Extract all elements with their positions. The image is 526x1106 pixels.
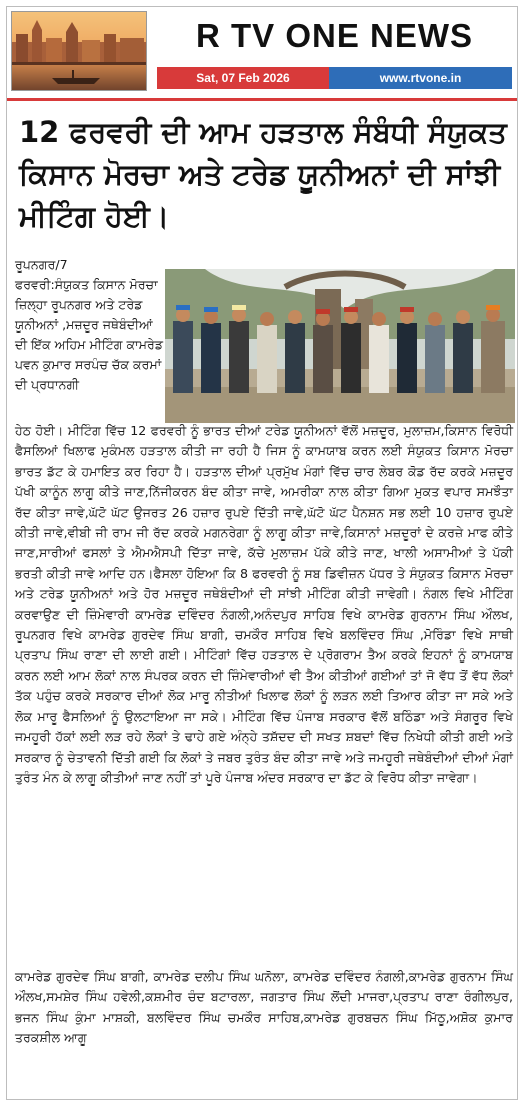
news-clipping [6,6,518,1100]
article-lead-text: ਫਰਵਰੀ:ਸੰਯੁਕਤ ਕਿਸਾਨ ਮੋਰਚਾ ਜ਼ਿਲ੍ਹਾ ਰੂਪਨਗਰ ਅਤੇ ਟਰੇਡ ਯੂਨੀਅਨਾਂ ,ਮਜ਼ਦੂਰ ਜਥੇਬੰਦੀਆਂ ਦੀ ਇੱਕ ਅਹਿਮ ਮੀਟਿੰਗ ਕਾਮਰੇਡ ਪਵਨ ਕੁਮਾਰ ਸਰਪੰਚ ਚੱਕ ਕਰਮਾਂ ਦੀ ਪ੍ਰਧਾਨਗੀ [15,277,164,392]
attendee-list: ਕਾਮਰੇਡ ਗੁਰਦੇਵ ਸਿੰਘ ਬਾਗੀ, ਕਾਮਰੇਡ ਦਲੀਪ ਸਿੰਘ ਘਨੋਲਾ, ਕਾਮਰੇਡ ਦਵਿੰਦਰ ਨੰਗਲੀ,ਕਾਮਰੇਡ ਗੁਰਨਾਮ ਸਿੰਘ ਔਲਖ,ਸਮਸ਼ੇਰ ਸਿੰਘ ਹਵੇਲੀ,ਕਸ਼ਮੀਰ ਚੰਦ ਬਟਾਰਲਾ, ਜਗਤਾਰ ਸਿੰਘ ਲੋਂਦੀ ਮਾਜਰਾ,ਪ੍ਰਤਾਪ ਰਾਣਾ ਰੰਗੀਲਪੁਰ, ਭਜਨ ਸਿੰਘ ਕੁੰਮਾ ਮਾਸ਼ਕੀ, ਬਲਵਿੰਦਰ ਸਿੰਘ ਚਮਕੌਰ ਸਾਹਿਬ,ਕਾਮਰੇਡ ਗੁਰਬਚਨ ਸਿੰਘ ਮਿੱਠੂ,ਅਸ਼ੋਕ ਕੁਮਾਰ ਤਰਕਸ਼ੀਲ ਆਗੂ [15,969,513,1046]
masthead [7,7,517,93]
masthead-divider [7,98,517,101]
site-brand-title: R TV ONE NEWS [195,17,474,54]
meeting-group-photo [165,269,515,423]
site-url[interactable]: www.rtvone.in [329,67,512,89]
article-headline: 12 ਫਰਵਰੀ ਦੀ ਆਮ ਹੜਤਾਲ ਸੰਬੰਧੀ ਸੰਯੁਕਤ ਕਿਸਾਨ ਮੋਰਚਾ ਅਤੇ ਟਰੇਡ ਯੂਨੀਅਨਾਂ ਦੀ ਸਾਂਝੀ ਮੀਟਿੰਗ ਹੋਈ। [19,115,507,233]
article-dateline: ਰੂਪਨਗਰ/7 [15,257,68,272]
logo-illustration [12,12,147,91]
group-photo-illustration [165,269,515,423]
article-lead-column [15,255,167,395]
article-body: ਹੇਠ ਹੋਈ। ਮੀਟਿੰਗ ਵਿੱਚ 12 ਫਰਵਰੀ ਨੂੰ ਭਾਰਤ ਦੀਆਂ ਟਰੇਡ ਯੂਨੀਅਨਾਂ ਵੱਲੋਂ ਮਜ਼ਦੂਰ, ਮੁਲਾਜ਼ਮ,ਕਿਸਾਨ ਵਿਰੋਧੀ ਫੈਸਲਿਆਂ ਖਿਲਾਫ ਮੁਕੰਮਲ ਹੜਤਾਲ ਕੀਤੀ ਜਾ ਰਹੀ ਹੈ ਜਿਸ ਨੂੰ ਕਾਮਯਾਬ ਕਰਨ ਲਈ ਸੰਯੁਕਤ ਕਿਸਾਨ ਮੋਰਚਾ ਭਾਰਤ ਡੱਟ ਕੇ ਹਮਾਇਤ ਕਰ ਰਿਹਾ ਹੈ। ਹੜਤਾਲ ਦੀਆਂ ਪ੍ਰਮੁੱਖ ਮੰਗਾਂ ਵਿੱਚ ਚਾਰ ਲੇਬਰ ਕੋਡ ਰੱਦ ਕਰਕੇ ਮਜ਼ਦੂਰ ਪੱਖੀ ਕਾਨੂੰਨ ਲਾਗੂ ਕੀਤੇ ਜਾਣ,ਨਿੱਜੀਕਰਨ ਬੰਦ ਕੀਤਾ ਜਾਵੇ, ਅਮਰੀਕਾ ਨਾਲ ਕੀਤਾ ਗਿਆ ਮੁਕਤ ਵਪਾਰ ਸਮਝੌਤਾ ਰੱਦ ਕੀਤਾ ਜਾਵੇ,ਘੱਟੋ ਘੱਟ ਉਜਰਤ 26 ਹਜ਼ਾਰ ਰੁਪਏ ਦਿੱਤੀ ਜਾਵੇ,ਘੱਟੋ ਘੱਟ ਪੈਨਸ਼ਨ ਸਭ ਲਈ 10 ਹਜ਼ਾਰ ਰੁਪਏ ਕੀਤੀ ਜਾਵੇ,ਵੀਬੀ ਜੀ ਰਾਮ ਜੀ ਰੱਦ ਕਰਕੇ ਮਗਨਰੇਗਾ ਨੂੰ ਲਾਗੂ ਕੀਤਾ ਜਾਵੇ,ਕਿਸਾਨਾਂ ਮਜ਼ਦੂਰਾਂ ਦੇ ਕਰਜ਼ੇ ਮਾਫ ਕੀਤੇ ਜਾਣ,ਸਾਰੀਆਂ ਫਸਲਾਂ ਤੇ ਐਮਐਸਪੀ ਦਿੱਤਾ ਜਾਵੇ, ਕੱਚੇ ਮੁਲਾਜ਼ਮ ਪੱਕੇ ਕੀਤੇ ਜਾਣ, ਖਾਲੀ ਅਸਾਮੀਆਂ ਤੇ ਪੱਕੀ ਭਰਤੀ ਕੀਤੀ ਜਾਵੇ ਆਦਿ ਹਨ।ਫੈਸਲਾ ਹੋਇਆ ਕਿ 8 ਫਰਵਰੀ ਨੂੰ ਸਬ ਡਿਵੀਜ਼ਨ ਪੱਧਰ ਤੇ ਸੰਯੁਕਤ ਕਿਸਾਨ ਮੋਰਚਾ ਅਤੇ ਟਰੇਡ ਯੂਨੀਅਨਾਂ ਅਤੇ ਹੋਰ ਮਜ਼ਦੂਰ ਜਥੇਬੰਦੀਆਂ ਦੀ ਸਾਂਝੀ ਮੀਟਿੰਗ ਕੀਤੀ ਜਾਵੇਗੀ। ਨੰਗਲ ਵਿਖੇ ਮੀਟਿੰਗ ਕਰਵਾਉਣ ਦੀ ਜ਼ਿੰਮੇਵਾਰੀ ਕਾਮਰੇਡ ਦਵਿੰਦਰ ਨੰਗਲੀ,ਅਨੰਦਪੁਰ ਸਾਹਿਬ ਵਿਖੇ ਕਾਮਰੇਡ ਗੁਰਨਾਮ ਸਿੰਘ ਔਲਖ, ਰੂਪਨਗਰ ਵਿਖੇ ਕਾਮਰੇਡ ਗੁਰਦੇਵ ਸਿੰਘ ਬਾਗੀ, ਚਮਕੌਰ ਸਾਹਿਬ ਵਿਖੇ ਬਲਵਿੰਦਰ ਸਿੰਘ ,ਮੋਰਿੰਡਾ ਵਿਖੇ ਸਾਥੀ ਪ੍ਰਤਾਪ ਸਿੰਘ ਰਾਣਾ ਦੀ ਲਾਈ ਗਈ। ਮੀਟਿੰਗਾਂ ਵਿੱਚ ਹੜਤਾਲ ਦੇ ਪ੍ਰੋਗਰਾਮ ਤੈਅ ਕਰਕੇ ਇਹਨਾਂ ਨੂੰ ਕਾਮਯਾਬ ਕਰਨ ਲਈ ਆਮ ਲੋਕਾਂ ਨਾਲ ਸੰਪਰਕ ਕਰਨ ਦੀ ਜ਼ਿੰਮੇਵਾਰੀਆਂ ਵੀ ਤੈਅ ਕੀਤੀਆਂ ਗਈਆਂ ਤਾਂ ਜੋ ਵੱਧ ਤੋਂ ਵੱਧ ਲੋਕਾਂ ਤੱਕ ਪਹੁੰਚ ਕਰਕੇ ਸਰਕਾਰ ਦੀਆਂ ਲੋਕ ਮਾਰੂ ਨੀਤੀਆਂ ਖਿਲਾਫ ਲੋਕਾਂ ਨੂੰ ਲੜਨ ਲਈ ਤਿਆਰ ਕੀਤਾ ਜਾ ਸਕੇ ਅਤੇ ਲੋਕ ਮਾਰੂ ਫੈਸਲਿਆਂ ਨੂੰ ਉਲਟਾਇਆ ਜਾ ਸਕੇ। ਮੀਟਿੰਗ ਵਿੱਚ ਪੰਜਾਬ ਸਰਕਾਰ ਵੱਲੋਂ ਬਠਿੰਡਾ ਅਤੇ ਸੰਗਰੂਰ ਵਿਖੇ ਜਮਹੂਰੀ ਹੱਕਾਂ ਲਈ ਲੜ ਰਹੇ ਲੋਕਾਂ ਤੇ ਢਾਹੇ ਗਏ ਅੰਨ੍ਹੇ ਤਸ਼ੱਦਦ ਦੀ ਸਖਤ ਸ਼ਬਦਾਂ ਵਿੱਚ ਨਿਖੇਧੀ ਕੀਤੀ ਗਈ ਅਤੇ ਸਰਕਾਰ ਨੂੰ ਚੇਤਾਵਨੀ ਦਿੱਤੀ ਗਈ ਕਿ ਲੋਕਾਂ ਤੇ ਜਬਰ ਤੁਰੰਤ ਬੰਦ ਕੀਤਾ ਜਾਵੇ ਅਤੇ ਜਮਹੂਰੀ ਜਥੇਬੰਦੀਆਂ ਦੀਆਂ ਮੰਗਾਂ ਤੁਰੰਤ ਮੰਨ ਕੇ ਲਾਗੂ ਕੀਤੀਆਂ ਜਾਣ ਨਹੀਂ ਤਾਂ ਪੂਰੇ ਪੰਜਾਬ ਅੰਦਰ ਸਰਕਾਰ ਦਾ ਡੱਟ ਕੇ ਵਿਰੋਧ ਕੀਤਾ ਜਾਵੇਗਾ। [15,423,513,785]
publish-date: Sat, 07 Feb 2026 [157,67,329,89]
varanasi-ghats-logo-image [11,11,147,91]
